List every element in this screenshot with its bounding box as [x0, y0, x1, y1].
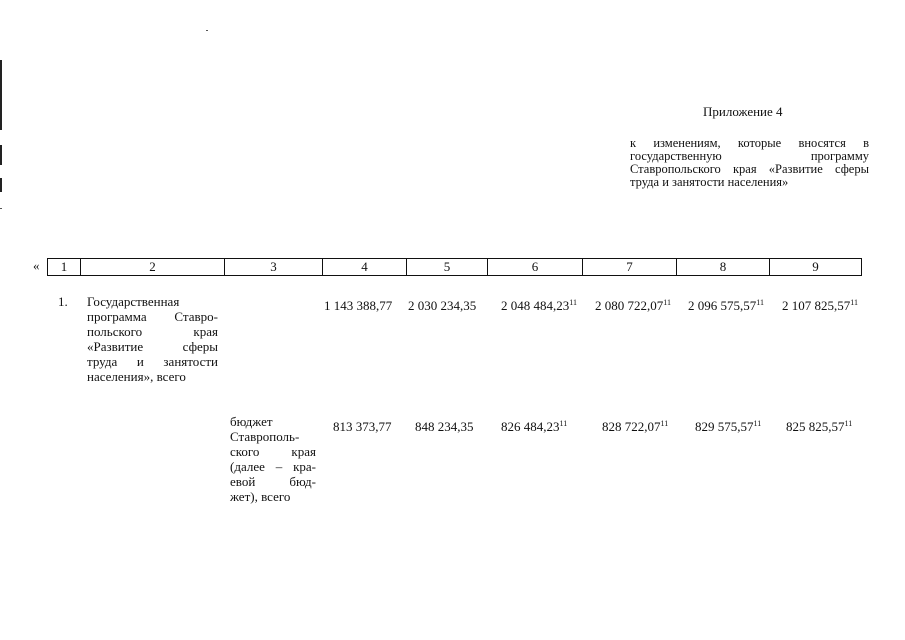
program-name-line: населения», всего [87, 369, 186, 384]
value-number: 848 234,35 [415, 419, 474, 434]
column-header-cell: 8 [677, 259, 770, 276]
funding-source-line: евой бюд- [230, 474, 316, 489]
value-cell [786, 419, 852, 434]
value-cell [595, 298, 671, 313]
value-cell [501, 419, 567, 434]
value-number: 2 096 575,57 [688, 298, 757, 313]
funding-source-line: бюджет [230, 414, 273, 429]
column-header-cell: 2 [81, 259, 225, 276]
value-cell [415, 419, 474, 434]
column-header-cell: 4 [323, 259, 407, 276]
value-number: 2 030 234,35 [408, 298, 477, 313]
row-number: 1. [58, 294, 68, 309]
column-header-cell: 9 [770, 259, 862, 276]
funding-source-line: ского края [230, 444, 316, 459]
column-header-cell: 6 [488, 259, 583, 276]
scan-dot-mark [0, 208, 2, 209]
footnote-mark: 11 [569, 298, 577, 307]
scan-dot-mark [206, 30, 208, 31]
funding-source [230, 414, 316, 504]
footnote-mark: 11 [756, 298, 764, 307]
funding-source-line: Ставрополь- [230, 429, 300, 444]
column-header-cell: 1 [48, 259, 81, 276]
value-cell [333, 419, 392, 434]
value-cell [602, 419, 668, 434]
value-number: 828 722,07 [602, 419, 661, 434]
value-number: 2 048 484,23 [501, 298, 570, 313]
column-number-header [47, 258, 862, 276]
appendix-title: Приложение 4 [703, 104, 783, 119]
column-header-cell: 5 [407, 259, 488, 276]
column-header-cell: 7 [583, 259, 677, 276]
value-cell [688, 298, 764, 313]
value-cell [782, 298, 858, 313]
scan-edge-mark [0, 178, 2, 192]
footnote-mark: 11 [559, 419, 568, 428]
column-header-cell: 3 [225, 259, 323, 276]
funding-source-line: (далее – кра- [230, 459, 316, 474]
program-name-line: труда и занятости [87, 354, 218, 369]
value-number: 829 575,57 [695, 419, 754, 434]
footnote-mark: 11 [850, 298, 858, 307]
value-cell [408, 298, 476, 313]
value-cell [501, 298, 577, 313]
scan-edge-mark [0, 145, 2, 165]
value-number: 813 373,77 [333, 419, 392, 434]
program-name-line: программа Ставро- [87, 309, 218, 324]
program-name [87, 294, 218, 384]
value-cell [695, 419, 761, 434]
opening-quote: « [33, 258, 40, 273]
program-name-line: польского края [87, 324, 218, 339]
footnote-mark: 11 [660, 419, 669, 428]
footnote-mark: 11 [663, 298, 671, 307]
value-number: 825 825,57 [786, 419, 845, 434]
value-number: 2 080 722,07 [595, 298, 664, 313]
footnote-mark: 11 [844, 419, 853, 428]
value-number: 2 107 825,57 [782, 298, 851, 313]
value-number: 826 484,23 [501, 419, 560, 434]
scan-edge-mark [0, 60, 2, 130]
value-number: 1 143 388,77 [324, 298, 393, 313]
funding-source-line: жет), всего [230, 489, 291, 504]
program-name-line: «Развитие сферы [87, 339, 218, 354]
footnote-mark: 11 [753, 419, 762, 428]
program-name-line: Государственная [87, 294, 180, 309]
value-cell [324, 298, 392, 313]
appendix-description: к изменениям, которые вносятся в государственную программу Ставропольского края «Развитие сферы труда и занятости населения» [630, 136, 869, 189]
